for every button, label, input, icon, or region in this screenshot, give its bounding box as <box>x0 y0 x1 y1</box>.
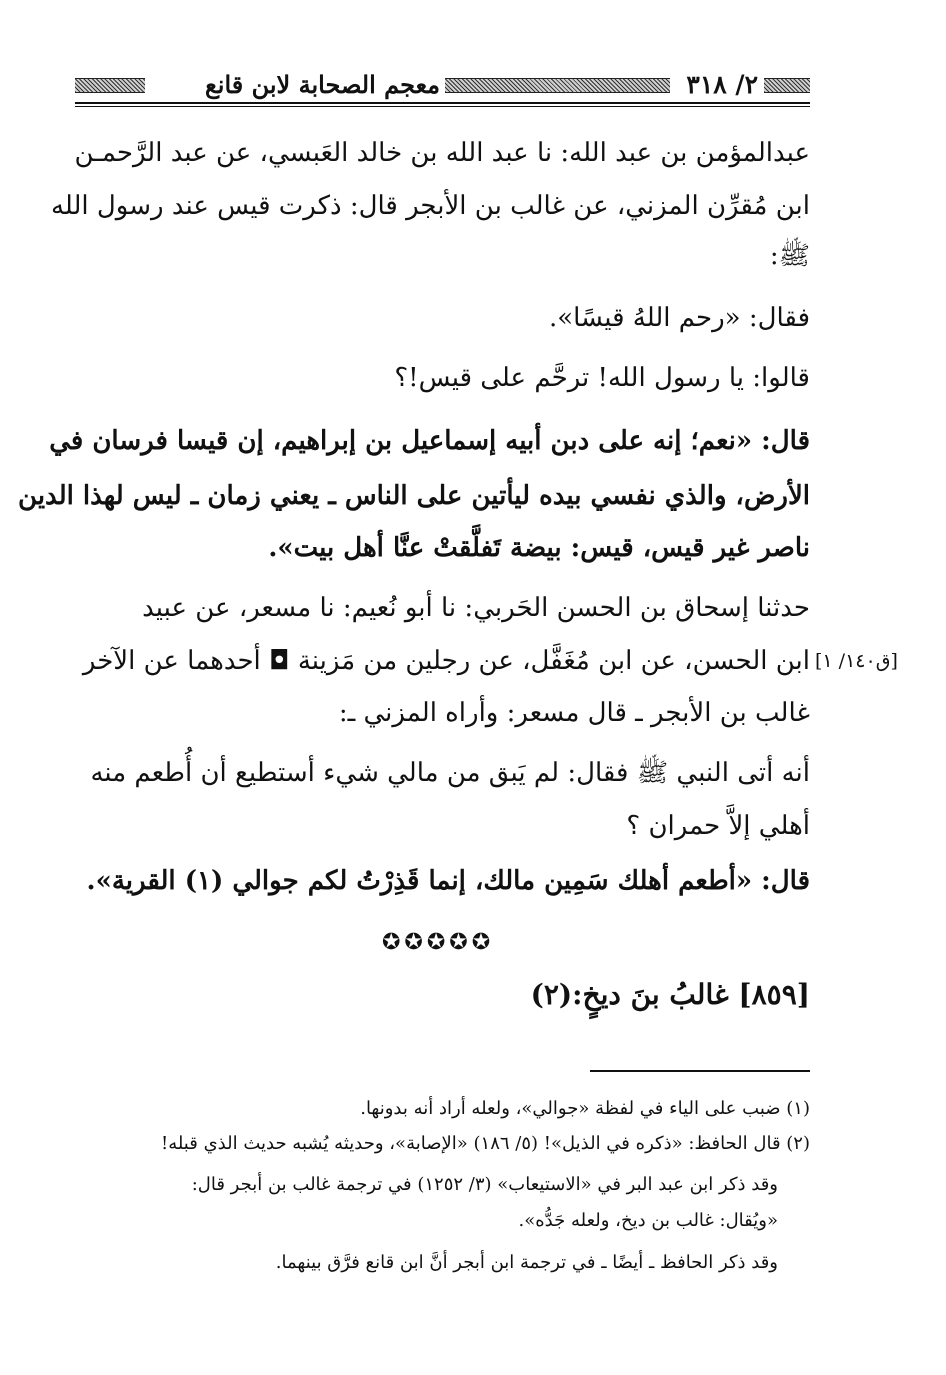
footnote: (٢) قال الحافظ: «ذكره في الذيل»! (٥/ ١٨٦) «الإصابة»، وحديثه يُشبه حديث الذي قبله! <box>160 1133 810 1154</box>
section-separator: ✪✪✪✪✪ <box>382 930 495 955</box>
text-line: قالوا: يا رسول الله! ترحَّم على قيس!؟ <box>394 363 810 393</box>
footnote: وقد ذكر الحافظ ـ أيضًا ـ في ترجمة ابن أبجر أنَّ ابن قانع فرَّق بينهما. <box>275 1252 778 1273</box>
text-line: قال: «أطعم أهلك سَمِين مالك، إنما قَذِرْتُ لكم جوالي (١) القرية». <box>86 866 810 896</box>
footnote: (١) ضبب على الياء في لفظة «جوالي»، ولعله أراد أنه بدونها. <box>360 1098 810 1119</box>
page-header <box>75 66 810 106</box>
text-line: أهلي إلاَّ حمران ؟ <box>626 811 810 841</box>
manuscript-folio-note: [ق١٤٠/ ١] <box>815 650 898 672</box>
text-line: غالب بن الأبجر ـ قال مسعر: وأراه المزني ـ: <box>338 698 810 728</box>
book-title: معجم الصحابة لابن قانع <box>205 70 440 99</box>
page-number: ٢/ ٣١٨ <box>686 70 758 99</box>
text-line: فقال: «رحم اللهُ قيسًا». <box>548 303 810 333</box>
footnote: وقد ذكر ابن عبد البر في «الاستيعاب» (٣/ ١٢٥٢) في ترجمة غالب بن أبجر قال: <box>191 1174 778 1195</box>
footnote: «ويُقال: غالب بن ديخ، ولعله جَدُّه». <box>518 1210 778 1231</box>
text-line: عبدالمؤمن بن عبد الله: نا عبد الله بن خالد العَبسي، عن عبد الرَّحمـن <box>74 138 810 168</box>
text-line: أنه أتى النبي ﷺ فقال: لم يَبق من مالي شيء أستطيع أن أُطعم منه <box>90 758 810 788</box>
text-line: قال: «نعم؛ إنه على دبن أبيه إسماعيل بن إبراهيم، إن قيسا فرسان في <box>49 426 810 456</box>
text-line: ابن الحسن، عن ابن مُغَفَّل، عن رجلين من مَزينة ◘ أحدهما عن الآخر <box>82 646 810 676</box>
header-rule <box>75 102 810 104</box>
header-rule-thin <box>75 106 810 107</box>
header-ornament-bar <box>764 78 810 93</box>
text-line: ناصر غير قيس، قيس: بيضة تَفلَّقتْ عنَّا أهل بيت». <box>268 533 810 563</box>
text-line: حدثنا إسحاق بن الحسن الحَربي: نا أبو نُعيم: نا مسعر، عن عبيد <box>142 593 810 623</box>
footnote-rule <box>590 1070 810 1072</box>
text-line: ابن مُقرِّن المزني، عن غالب بن الأبجر قال: ذكرت قيس عند رسول الله <box>50 191 810 221</box>
entry-heading: [٨٥٩] غالبُ بنَ ديخٍ:(٢) <box>530 978 810 1011</box>
header-ornament-bar <box>445 78 670 93</box>
text-line: ﷺ: <box>769 241 810 271</box>
header-ornament-bar <box>75 78 145 93</box>
text-line: الأرض، والذي نفسي بيده ليأتين على الناس ـ يعني زمان ـ ليس لهذا الدين <box>18 481 810 511</box>
